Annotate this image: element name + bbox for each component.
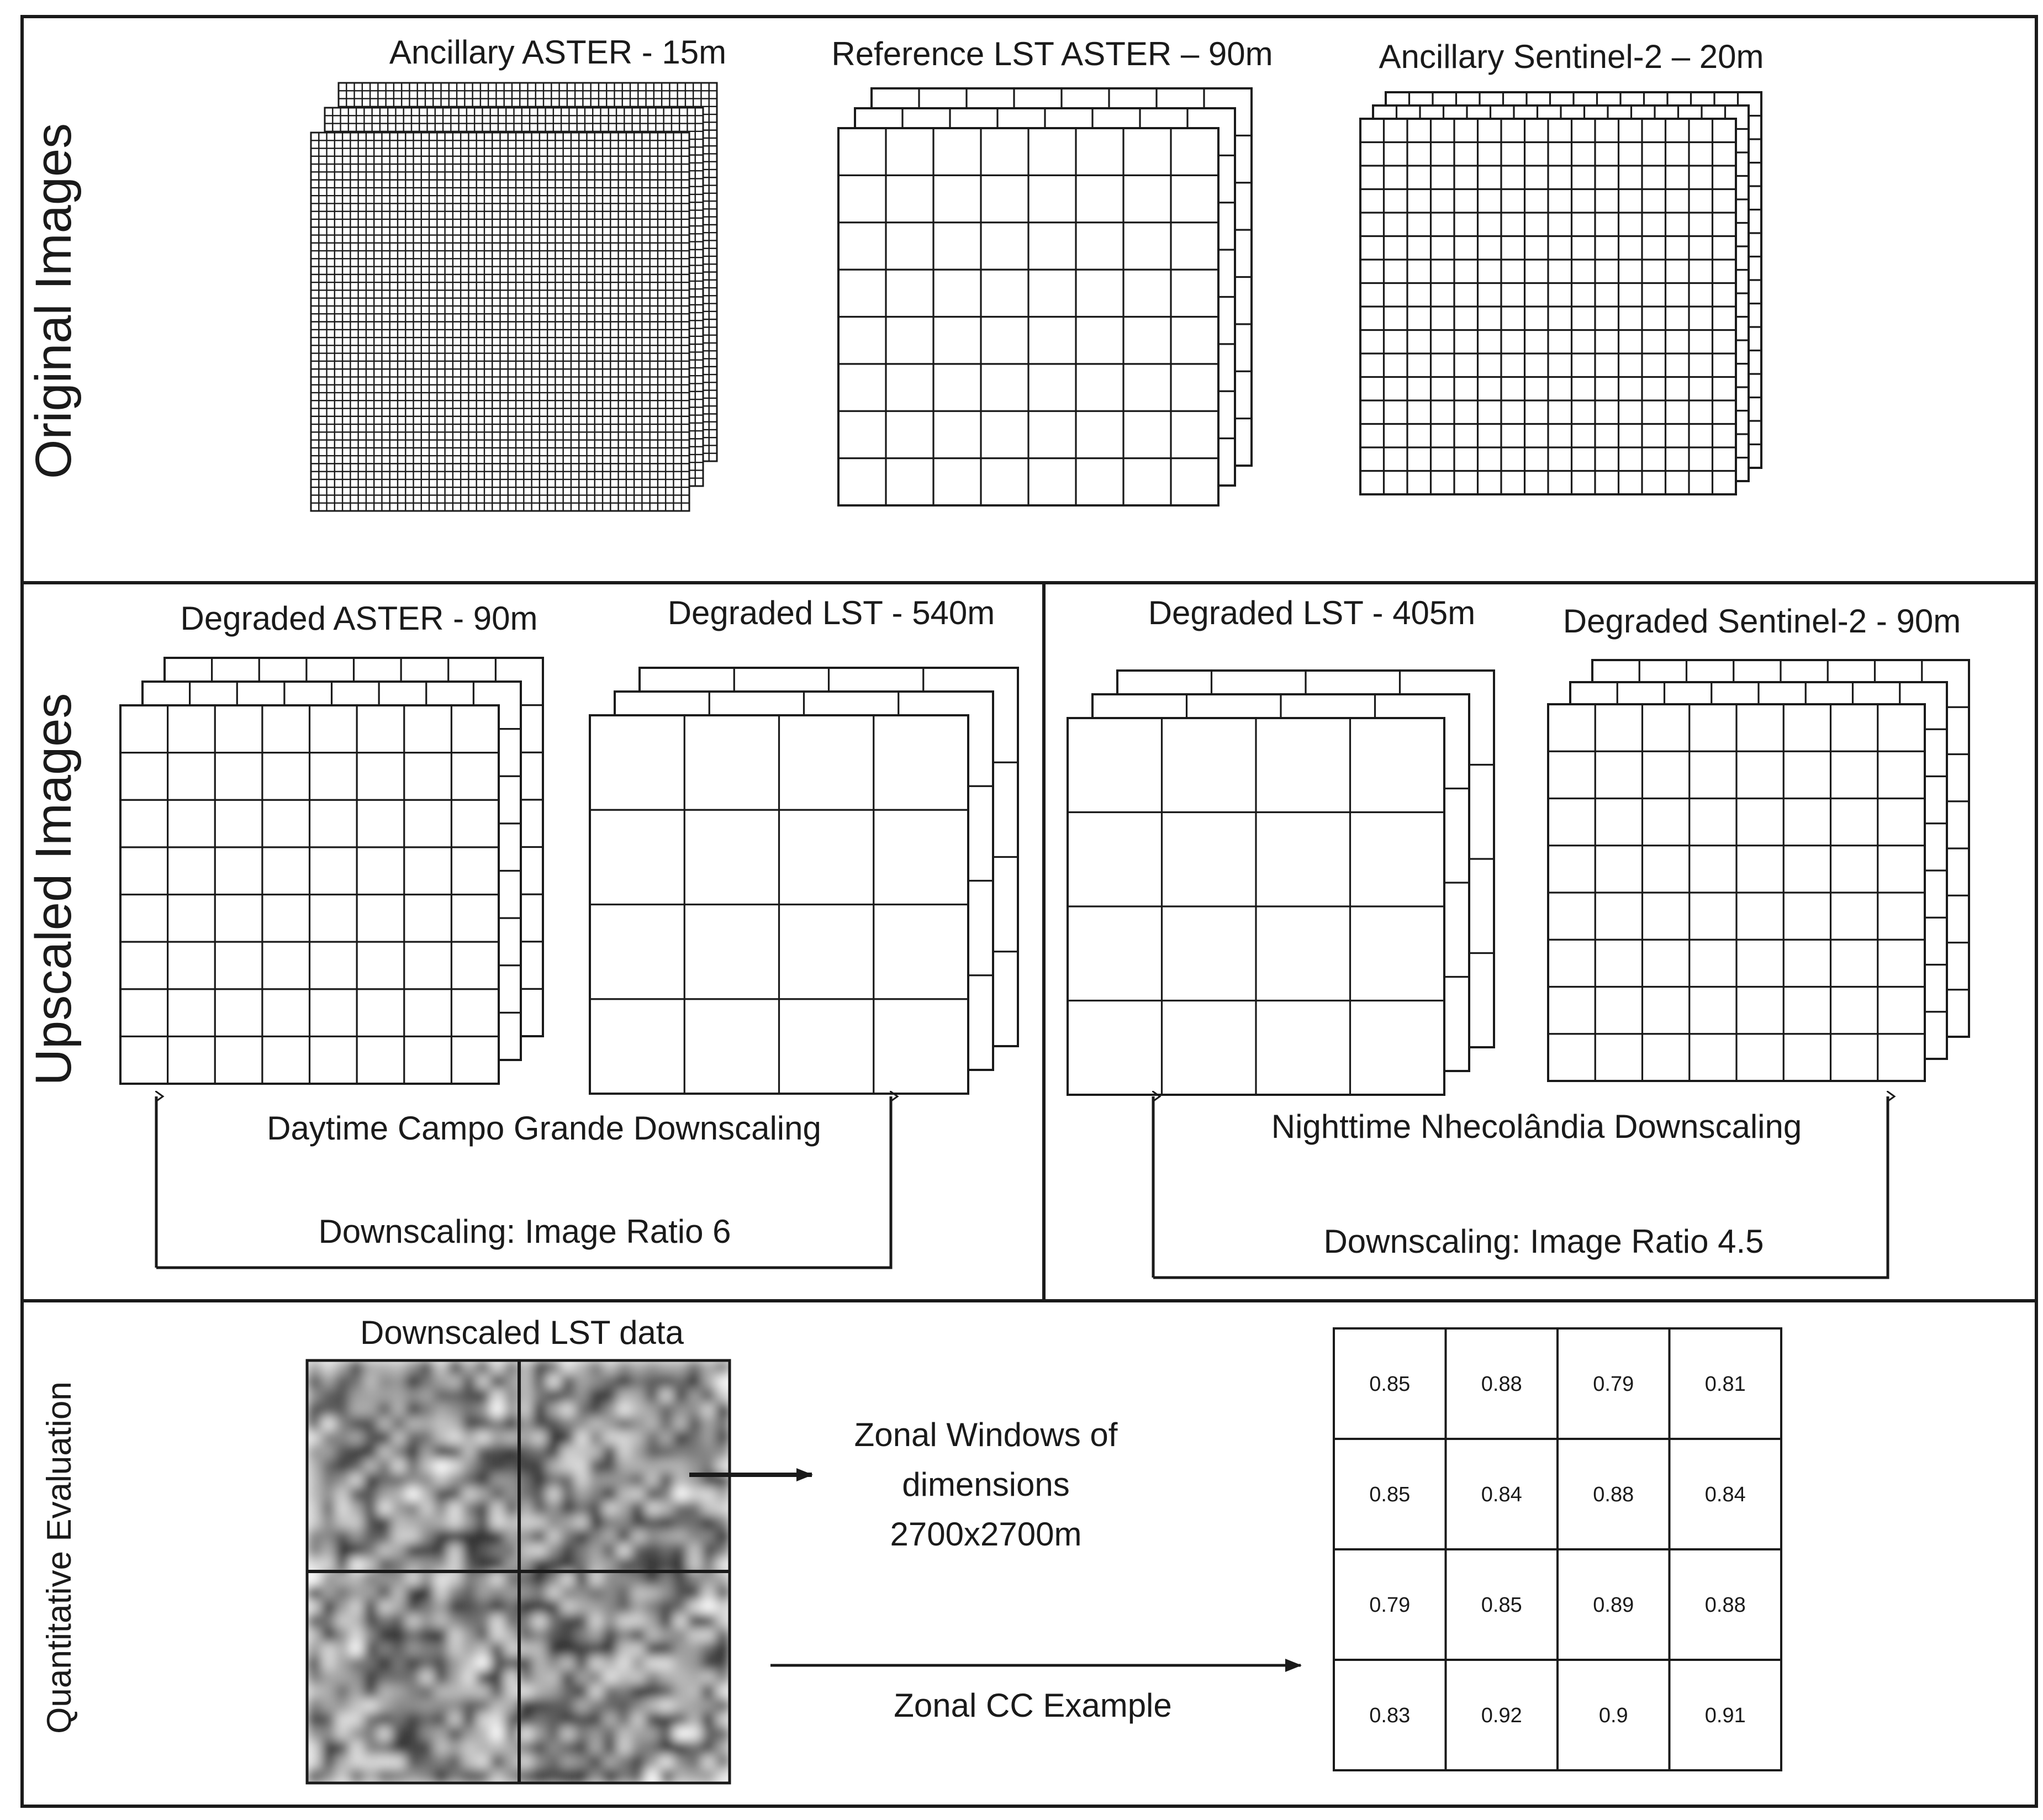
cc-value: 0.85 <box>1481 1594 1522 1617</box>
caption-daytime-campo-grande: Daytime Campo Grande Downscaling <box>267 1110 821 1147</box>
cc-value: 0.91 <box>1704 1704 1746 1727</box>
cc-value: 0.88 <box>1704 1594 1746 1617</box>
zonal-window-label-line2: dimensions <box>902 1466 1070 1503</box>
grid-layer-front <box>838 128 1218 505</box>
grid-layer-front <box>120 705 499 1084</box>
label-zonal-cc-example: Zonal CC Example <box>894 1687 1172 1724</box>
stack-degraded-sentinel2-90m <box>1548 660 1969 1081</box>
cc-value: 0.79 <box>1369 1594 1411 1617</box>
label-degraded-sentinel2-90m: Degraded Sentinel-2 - 90m <box>1562 603 1961 640</box>
cc-value: 0.92 <box>1481 1704 1522 1727</box>
cc-value: 0.83 <box>1369 1704 1411 1727</box>
cc-value: 0.88 <box>1593 1483 1634 1506</box>
label-degraded-aster-90m: Degraded ASTER - 90m <box>180 600 538 637</box>
label-ancillary-aster-15m: Ancillary ASTER - 15m <box>389 34 727 71</box>
label-reference-lst-aster-90m: Reference LST ASTER – 90m <box>831 35 1273 72</box>
section-title-upscaled: Upscaled Images <box>25 693 82 1086</box>
grid-layer-front <box>311 133 689 511</box>
stack-degraded-lst-405m <box>1068 671 1494 1095</box>
cc-value: 0.81 <box>1704 1373 1746 1396</box>
section-title-evaluation: Quantitative Evaluation <box>40 1381 78 1734</box>
cc-value: 0.9 <box>1598 1704 1628 1727</box>
grid-layer-front <box>590 715 968 1094</box>
label-image-ratio-6: Downscaling: Image Ratio 6 <box>318 1213 731 1250</box>
caption-nighttime-nhecolandia: Nighttime Nhecolândia Downscaling <box>1271 1108 1802 1145</box>
zonal-cc-table <box>1334 1328 1781 1770</box>
section-title-original: Original Images <box>25 123 82 479</box>
cc-value: 0.84 <box>1481 1483 1522 1506</box>
stack-reference-lst-aster-90m <box>838 88 1252 505</box>
zonal-window-label-line3: 2700x2700m <box>890 1516 1082 1553</box>
stack-ancillary-aster-15m <box>311 83 717 511</box>
cc-value: 0.89 <box>1593 1594 1634 1617</box>
zonal-window-label-line1: Zonal Windows of <box>854 1416 1118 1453</box>
label-image-ratio-4-5: Downscaling: Image Ratio 4.5 <box>1323 1223 1764 1260</box>
grid-layer-front <box>1360 119 1736 494</box>
label-downscaled-lst-data: Downscaled LST data <box>360 1314 684 1351</box>
label-ancillary-sentinel2-20m: Ancillary Sentinel-2 – 20m <box>1379 38 1764 75</box>
cc-value: 0.85 <box>1369 1373 1411 1396</box>
cc-value: 0.88 <box>1481 1373 1522 1396</box>
cc-value: 0.84 <box>1704 1483 1746 1506</box>
grid-layer-front <box>1068 718 1444 1095</box>
label-degraded-lst-405m: Degraded LST - 405m <box>1148 594 1476 631</box>
stack-degraded-aster-90m <box>120 658 543 1084</box>
label-degraded-lst-540m: Degraded LST - 540m <box>667 594 995 631</box>
cc-value: 0.79 <box>1593 1373 1634 1396</box>
cc-value: 0.85 <box>1369 1483 1411 1506</box>
stack-degraded-lst-540m <box>590 668 1018 1094</box>
stack-ancillary-sentinel2-20m <box>1360 92 1761 494</box>
grid-layer-front <box>1548 704 1925 1081</box>
